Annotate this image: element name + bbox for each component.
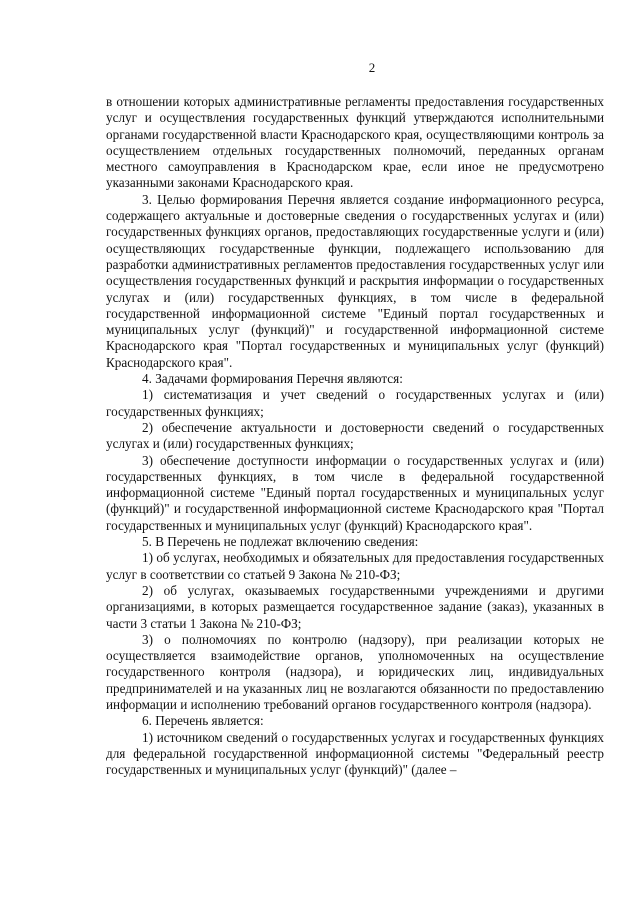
paragraph-item-6-point-1: 1) источником сведений о государственных услугах и государственных функциях для федеральной государственной информационной системы "Федеральный реестр государственных и муниципальных услуг (функций)" (далее – bbox=[106, 729, 604, 778]
paragraph-continuation: в отношении которых административные регламенты предоставления государственных услуг и осуществления государственных функций утверждаются исполнительными органами государственной власти Краснодарского края, осуществляющими контроль за осуществлением отдельных государственных полномочий, переданных органам местного самоуправления в Краснодарском крае, если иное не предусмотрено указанными законами Краснодарского края. bbox=[106, 94, 604, 191]
paragraph-item-4-tasks-heading: 4. Задачами формирования Перечня являются: bbox=[142, 371, 403, 387]
document-body bbox=[106, 94, 604, 778]
paragraph-task-1: 1) систематизация и учет сведений о государственных услугах и (или) государственных функциях; bbox=[106, 387, 604, 419]
paragraph-item-6-heading: 6. Перечень является: bbox=[142, 713, 264, 729]
paragraph-item-5-exclusions-heading: 5. В Перечень не подлежат включению сведения: bbox=[142, 534, 419, 550]
paragraph-exclusion-1: 1) об услугах, необходимых и обязательных для предоставления государственных услуг в соответствии со статьей 9 Закона № 210-ФЗ; bbox=[106, 550, 604, 582]
paragraph-item-3-purpose: 3. Целью формирования Перечня является создание информационного ресурса, содержащего актуальные и достоверные сведения о государственных услугах и (или) государственных функциях органов, предоставляющих государственные услуги и (или) осуществляющих государственные функции, подлежащего использованию для разработки административных регламентов предоставления государственных услуг или осуществления государственных функций и раскрытия информации о государственных услугах и (или) государственных функциях, в том числе в федеральной государственной информационной системе "Единый портал государственных и муниципальных услуг (функций)" и государственной информационной системе Краснодарского края "Портал государственных и муниципальных услуг (функций) Краснодарского края". bbox=[106, 191, 604, 370]
paragraph-task-2: 2) обеспечение актуальности и достоверности сведений о государственных услугах и (или) государственных функциях; bbox=[106, 419, 604, 452]
paragraph-exclusion-2: 2) об услугах, оказываемых государственными учреждениями и другими организациями, в которых размещается государственное задание (заказ), указанных в части 3 статьи 1 Закона № 210-ФЗ; bbox=[106, 582, 604, 631]
paragraph-task-3: 3) обеспечение доступности информации о государственных услугах и (или) государственных функциях, в том числе в федеральной государственной информационной системе "Единый портал государственных и муниципальных услуг (функций)" и государственной информационной системе Краснодарского края "Портал государственных и муниципальных услуг (функций) Краснодарского края". bbox=[106, 452, 604, 533]
page-number: 2 bbox=[368, 60, 376, 75]
paragraph-exclusion-3: 3) о полномочиях по контролю (надзору), при реализации которых не осуществляется взаимодействие органов, уполномоченных на осуществление государственного контроля (надзора), и юридических лиц, индивидуальных предпринимателей и на указанных лиц не возлагаются обязанности по предоставлению информации и исполнению требований органов государственного контроля (надзора). bbox=[106, 631, 604, 712]
